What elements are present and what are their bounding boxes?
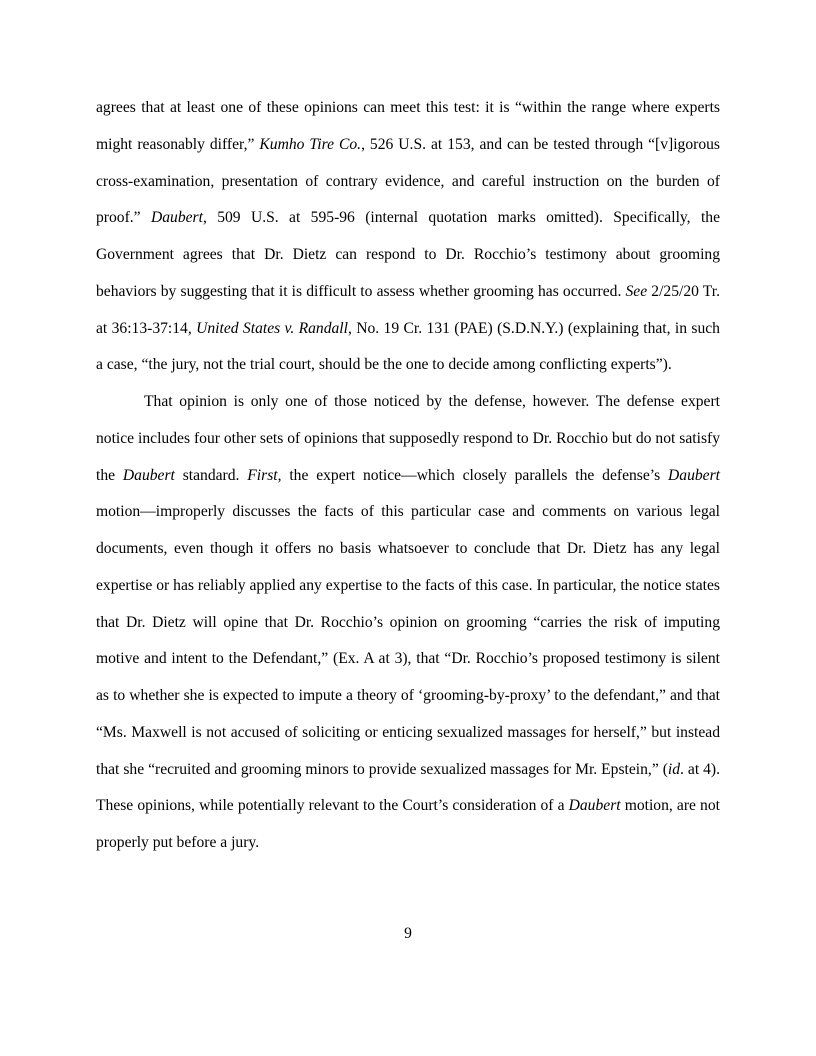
text-run: motion, are not properly put before a jury. xyxy=(96,797,720,851)
text-run: . at 4). These opinions, while potentially relevant to the Court’s consideration of a xyxy=(96,760,720,815)
page-number: 9 xyxy=(404,925,412,942)
text-run: 2/25/20 Tr. at 36:13-37:14, xyxy=(96,282,720,337)
text-run: standard. xyxy=(174,466,248,484)
text-run: , 509 U.S. at 595-96 (internal quotation marks omitted). Specifically, the Government agrees that Dr. Dietz can respond to Dr. Rocchio’s testimony about grooming behaviors by suggesting that it is difficult to assess whether grooming has occurred. xyxy=(96,209,720,300)
paragraph xyxy=(96,90,720,384)
italic-text: See xyxy=(625,282,648,300)
italic-text: Daubert xyxy=(150,209,203,227)
text-run: agrees that at least one of these opinions can meet this test: it is “within the range where experts might reasonably differ,” xyxy=(96,99,720,153)
italic-text: Daubert xyxy=(668,466,720,484)
paragraph xyxy=(96,384,720,862)
italic-text: First xyxy=(247,466,278,484)
italic-text: id xyxy=(667,760,681,778)
text-run: , No. 19 Cr. 131 (PAE) (S.D.N.Y.) (explaining that, in such a case, “the jury, not the trial court, should be the one to decide among conflicting experts”). xyxy=(96,319,720,374)
italic-text: Kumho Tire Co. xyxy=(259,135,362,153)
italic-text: Daubert xyxy=(568,797,621,815)
body-text xyxy=(96,90,720,862)
text-run: That opinion is only one of those noticed by the defense, however. The defense expert notice includes four other sets of opinions that supposedly respond to Dr. Rocchio but do not satisfy the xyxy=(96,393,720,484)
text-run: , 526 U.S. at 153, and can be tested through “[v]igorous cross-examination, presentation of contrary evidence, and careful instruction on the burden of proof.” xyxy=(96,135,720,227)
italic-text: Daubert xyxy=(122,466,175,484)
text-run: motion—improperly discusses the facts of this particular case and comments on various legal documents, even though it offers no basis whatsoever to conclude that Dr. Dietz has any legal expertise or has reliably applied any expertise to the facts of this case. In particular, the notice states that Dr. Dietz will opine that Dr. Rocchio’s opinion on grooming “carries the risk of imputing motive and intent to the Defendant,” (Ex. A at 3), that “Dr. Rocchio’s proposed testimony is silent as to whether she is expected to impute a theory of ‘grooming-by-proxy’ to the defendant,” and that “Ms. Maxwell is not accused of soliciting or enticing sexualized massages for herself,” but instead that she “recruited and grooming minors to provide sexualized massages for Mr. Epstein,” ( xyxy=(96,503,720,778)
italic-text: United States v. Randall xyxy=(196,319,348,337)
text-run: , the expert notice—which closely parallels the defense’s xyxy=(277,466,669,484)
